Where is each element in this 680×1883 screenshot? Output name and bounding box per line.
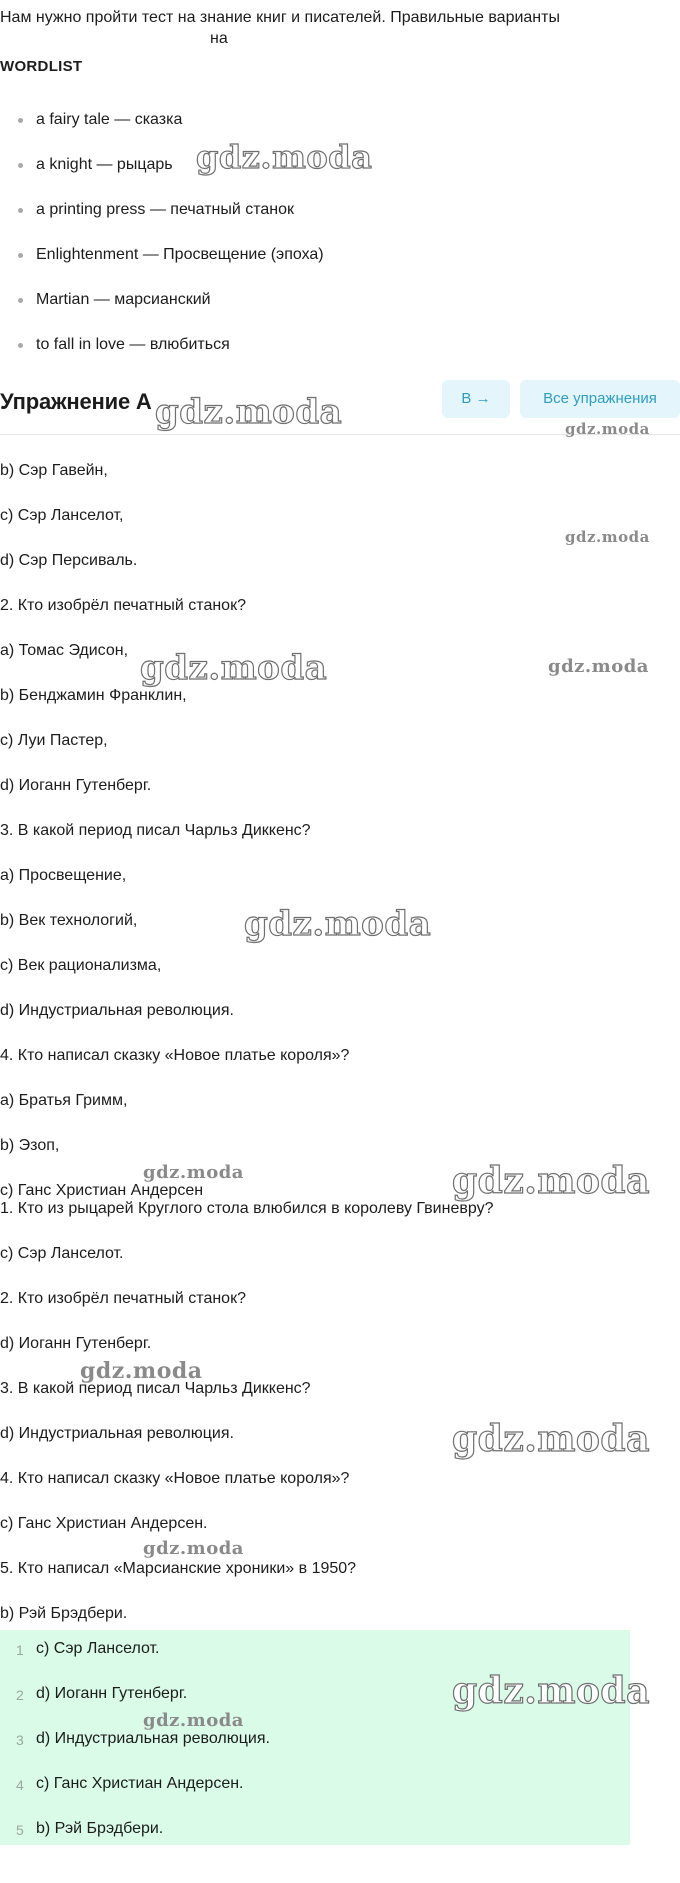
watermark-logo: gdz.moda <box>244 904 432 944</box>
bullet-icon <box>18 118 23 123</box>
watermark-logo: gdz.moda <box>548 656 649 677</box>
wordlist-heading: WORDLIST <box>0 58 83 75</box>
answer-number: 2 <box>16 1687 24 1703</box>
wordlist-item: a fairy tale — сказка <box>36 110 182 130</box>
answer-text: d) Иоганн Гутенберг. <box>36 1685 188 1702</box>
answer-text: d) Индустриальная революция. <box>36 1730 270 1747</box>
watermark-logo: gdz.moda <box>565 420 650 438</box>
quiz-line: a) Томас Эдисон, <box>0 642 129 659</box>
answer-number: 4 <box>16 1777 24 1793</box>
watermark-logo: gdz.moda <box>565 528 650 546</box>
intro-cut-fragment: на <box>210 30 228 47</box>
bullet-icon <box>18 298 23 303</box>
answer-text: c) Ганс Христиан Андерсен. <box>36 1775 244 1792</box>
bullet-icon <box>18 163 23 168</box>
quiz-line: b) Бенджамин Франклин, <box>0 687 187 704</box>
solution-answer: d) Иоганн Гутенберг. <box>0 1335 152 1352</box>
watermark-logo: gdz.moda <box>452 1160 650 1202</box>
bullet-icon <box>18 253 23 258</box>
watermark-logo: gdz.moda <box>143 1162 244 1183</box>
all-exercises-button[interactable]: Все упражнения <box>520 380 680 418</box>
watermark-logo: gdz.moda <box>196 138 373 176</box>
solution-question: 5. Кто написал «Марсианские хроники» в 1950? <box>0 1560 357 1577</box>
answer-number: 1 <box>16 1642 24 1658</box>
next-exercise-button[interactable]: B → <box>442 380 510 418</box>
solution-question: 1. Кто из рыцарей Круглого стола влюбился в королеву Гвиневру? <box>0 1200 494 1217</box>
solution-question: 4. Кто написал сказку «Новое платье короля»? <box>0 1470 350 1487</box>
quiz-question: 2. Кто изобрёл печатный станок? <box>0 597 246 614</box>
quiz-line: a) Просвещение, <box>0 867 127 884</box>
wordlist-item: a knight — рыцарь <box>36 155 173 175</box>
solution-question: 3. В какой период писал Чарльз Диккенс? <box>0 1380 311 1397</box>
quiz-line: c) Век рационализма, <box>0 957 162 974</box>
watermark-logo: gdz.moda <box>140 648 328 688</box>
wordlist-item: Enlightenment — Просвещение (эпоха) <box>36 245 324 265</box>
solution-answer: c) Ганс Христиан Андерсен. <box>0 1515 208 1532</box>
quiz-line: c) Луи Пастер, <box>0 732 108 749</box>
exercise-title: Упражнение A <box>0 389 152 414</box>
solution-answer: b) Рэй Брэдбери. <box>0 1605 128 1622</box>
watermark-logo: gdz.moda <box>143 1710 244 1731</box>
quiz-question: 4. Кто написал сказку «Новое платье короля»? <box>0 1047 350 1064</box>
answer-text: c) Сэр Ланселот. <box>36 1640 160 1657</box>
solution-answer: d) Индустриальная революция. <box>0 1425 234 1442</box>
solution-answer: c) Сэр Ланселот. <box>0 1245 124 1262</box>
solution-question: 2. Кто изобрёл печатный станок? <box>0 1290 246 1307</box>
watermark-logo: gdz.moda <box>155 392 343 432</box>
quiz-line: b) Век технологий, <box>0 912 138 929</box>
quiz-line: a) Братья Гримм, <box>0 1092 128 1109</box>
quiz-line: d) Иоганн Гутенберг. <box>0 777 152 794</box>
quiz-line: c) Ганс Христиан Андерсен <box>0 1182 204 1199</box>
quiz-line: d) Сэр Персиваль. <box>0 552 138 569</box>
watermark-logo: gdz.moda <box>452 1670 650 1712</box>
wordlist-item: to fall in love — влюбиться <box>36 335 230 355</box>
intro-text: Нам нужно пройти тест на знание книг и писателей. Правильные варианты <box>0 9 560 26</box>
answer-number: 5 <box>16 1822 24 1838</box>
quiz-line: c) Сэр Ланселот, <box>0 507 124 524</box>
answer-number: 3 <box>16 1732 24 1748</box>
bullet-icon <box>18 343 23 348</box>
wordlist-item: a printing press — печатный станок <box>36 200 294 220</box>
watermark-logo: gdz.moda <box>143 1538 244 1559</box>
watermark-logo: gdz.moda <box>452 1418 650 1460</box>
watermark-logo: gdz.moda <box>80 1358 203 1384</box>
quiz-line: d) Индустриальная революция. <box>0 1002 234 1019</box>
answer-text: b) Рэй Брэдбери. <box>36 1820 164 1837</box>
wordlist-item: Martian — марсианский <box>36 290 211 310</box>
quiz-question: 3. В какой период писал Чарльз Диккенс? <box>0 822 311 839</box>
bullet-icon <box>18 208 23 213</box>
quiz-line: b) Эзоп, <box>0 1137 60 1154</box>
quiz-line: b) Сэр Гавейн, <box>0 462 108 479</box>
